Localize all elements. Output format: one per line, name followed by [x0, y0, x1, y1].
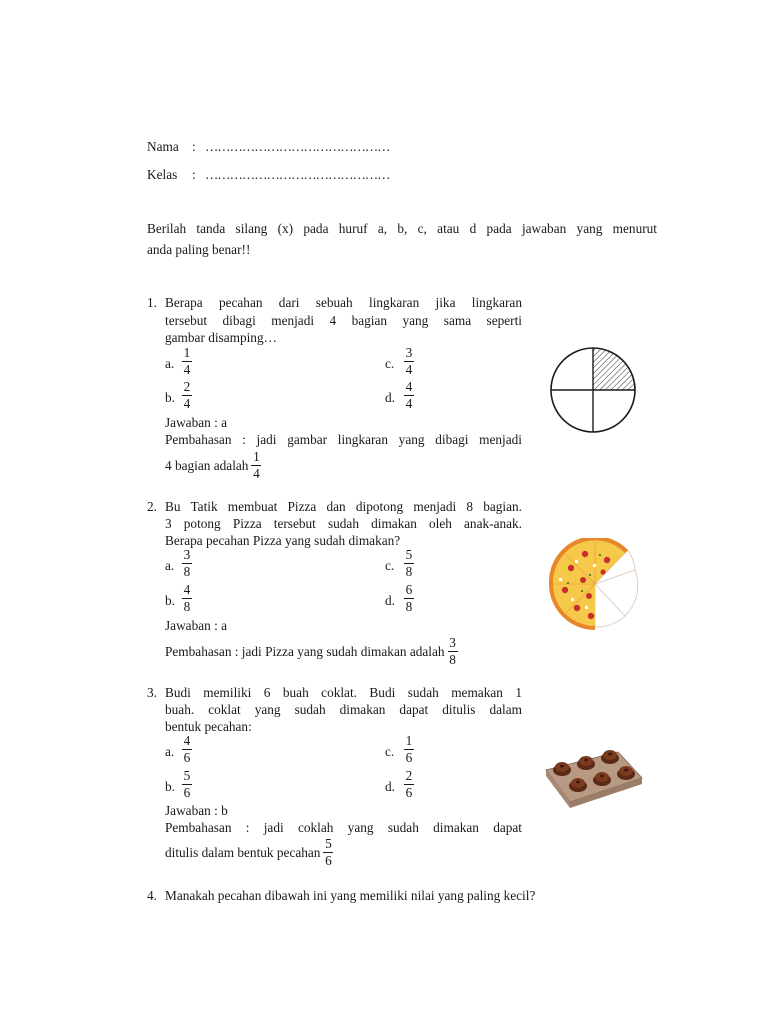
- instruction-line-2: anda paling benar!!: [147, 242, 251, 257]
- pizza-image: [545, 538, 645, 630]
- numerator: 4: [183, 582, 191, 597]
- q3-answer: Jawaban : b: [165, 803, 228, 818]
- q3-line-1: Budi memiliki 6 buah coklat. Budi sudah memakan 1: [165, 685, 522, 700]
- q4-number: 4.: [147, 888, 157, 903]
- nama-label: Nama: [147, 139, 179, 154]
- q3-option-b-fraction: [182, 769, 192, 800]
- numerator: 2: [405, 768, 413, 783]
- q1-explanation-line-1: Pembahasan : jadi gambar lingkaran yang dibagi menjadi: [165, 432, 522, 447]
- denominator: 6: [405, 750, 413, 765]
- q2-option-b-fraction: [182, 583, 192, 614]
- kelas-label: Kelas: [147, 167, 178, 182]
- q2-line-1: Bu Tatik membuat Pizza dan dipotong menjadi 8 bagian.: [165, 499, 522, 514]
- q2-option-b-label[interactable]: b.: [165, 593, 175, 608]
- numerator: 4: [183, 733, 191, 748]
- q1-explanation-text: 4 bagian adalah: [165, 457, 249, 473]
- q3-line-2: buah. coklat yang sudah dimakan dapat ditulis dalam: [165, 702, 522, 717]
- q1-line-1: Berapa pecahan dari sebuah lingkaran jika lingkaran: [165, 295, 522, 310]
- numerator: 1: [183, 345, 191, 360]
- q3-explanation-line-2: [165, 837, 333, 868]
- numerator: 3: [183, 547, 191, 562]
- q2-explanation-text: Pembahasan : jadi Pizza yang sudah dimakan adalah: [165, 643, 445, 659]
- q1-line-3: gambar disamping…: [165, 330, 277, 345]
- q3-explanation-line-1: Pembahasan : jadi coklah yang sudah dimakan dapat: [165, 820, 522, 835]
- denominator: 6: [183, 785, 191, 800]
- denominator: 8: [183, 599, 191, 614]
- q2-option-c-fraction: [404, 548, 414, 579]
- numerator: 3: [449, 635, 456, 650]
- q1-answer: Jawaban : a: [165, 415, 228, 430]
- q2-answer: Jawaban : a: [165, 618, 228, 633]
- q2-explanation: [165, 636, 458, 667]
- instruction-line-1: Berilah tanda silang (x) pada huruf a, b, c, atau d pada jawaban yang menurut: [147, 221, 657, 236]
- kelas-field[interactable]: ………………………………………: [205, 167, 390, 182]
- q1-option-a-label[interactable]: a.: [165, 356, 175, 371]
- denominator: 4: [253, 466, 260, 481]
- numerator: 6: [405, 582, 413, 597]
- q1-option-d-fraction: [404, 380, 414, 411]
- numerator: 1: [253, 449, 260, 464]
- q1-explanation-fraction: [251, 450, 261, 481]
- denominator: 4: [183, 396, 191, 411]
- q2-option-a-label[interactable]: a.: [165, 558, 175, 573]
- q3-option-c-label[interactable]: c.: [385, 744, 395, 759]
- q2-option-d-fraction: [404, 583, 414, 614]
- denominator: 4: [405, 396, 413, 411]
- q3-explanation-fraction: [323, 837, 333, 868]
- q1-option-d-label[interactable]: d.: [385, 390, 395, 405]
- numerator: 2: [183, 379, 191, 394]
- q2-line-2: 3 potong Pizza tersebut sudah dimakan oleh anak-anak.: [165, 516, 522, 531]
- q2-number: 2.: [147, 499, 157, 514]
- q2-line-3: Berapa pecahan Pizza yang sudah dimakan?: [165, 533, 401, 548]
- q3-number: 3.: [147, 685, 157, 700]
- q2-option-a-fraction: [182, 548, 192, 579]
- q3-option-b-label[interactable]: b.: [165, 779, 175, 794]
- kelas-colon: :: [192, 167, 196, 182]
- q1-explanation-line-2: [165, 450, 261, 481]
- denominator: 6: [405, 785, 413, 800]
- q3-option-a-fraction: [182, 734, 192, 765]
- denominator: 8: [449, 652, 456, 667]
- numerator: 5: [325, 836, 332, 851]
- denominator: 8: [183, 564, 191, 579]
- q2-option-c-label[interactable]: c.: [385, 558, 395, 573]
- q1-option-c-label[interactable]: c.: [385, 356, 395, 371]
- numerator: 3: [405, 345, 413, 360]
- denominator: 6: [325, 853, 332, 868]
- numerator: 4: [405, 379, 413, 394]
- q2-explanation-fraction: [448, 636, 458, 667]
- q1-option-c-fraction: [404, 346, 414, 377]
- q3-option-a-label[interactable]: a.: [165, 744, 175, 759]
- q2-option-d-label[interactable]: d.: [385, 593, 395, 608]
- q1-option-b-fraction: [182, 380, 192, 411]
- quarter-circle-diagram: [548, 345, 638, 435]
- q3-line-3: bentuk pecahan:: [165, 719, 252, 734]
- q3-option-d-fraction: [404, 769, 414, 800]
- q1-option-a-fraction: [182, 346, 192, 377]
- denominator: 4: [405, 362, 413, 377]
- q4-line-1: Manakah pecahan dibawah ini yang memiliki nilai yang paling kecil?: [165, 888, 536, 903]
- denominator: 8: [405, 599, 413, 614]
- numerator: 1: [405, 733, 413, 748]
- denominator: 8: [405, 564, 413, 579]
- q3-explanation-text: ditulis dalam bentuk pecahan: [165, 844, 321, 860]
- numerator: 5: [183, 768, 191, 783]
- q1-option-b-label[interactable]: b.: [165, 390, 175, 405]
- q1-number: 1.: [147, 295, 157, 310]
- q3-option-c-fraction: [404, 734, 414, 765]
- chocolate-tray-image: [540, 740, 645, 810]
- nama-field[interactable]: ………………………………………: [205, 139, 390, 154]
- denominator: 6: [183, 750, 191, 765]
- nama-colon: :: [192, 139, 196, 154]
- numerator: 5: [405, 547, 413, 562]
- q3-option-d-label[interactable]: d.: [385, 779, 395, 794]
- denominator: 4: [183, 362, 191, 377]
- q1-line-2: tersebut dibagi menjadi 4 bagian yang sama seperti: [165, 313, 522, 328]
